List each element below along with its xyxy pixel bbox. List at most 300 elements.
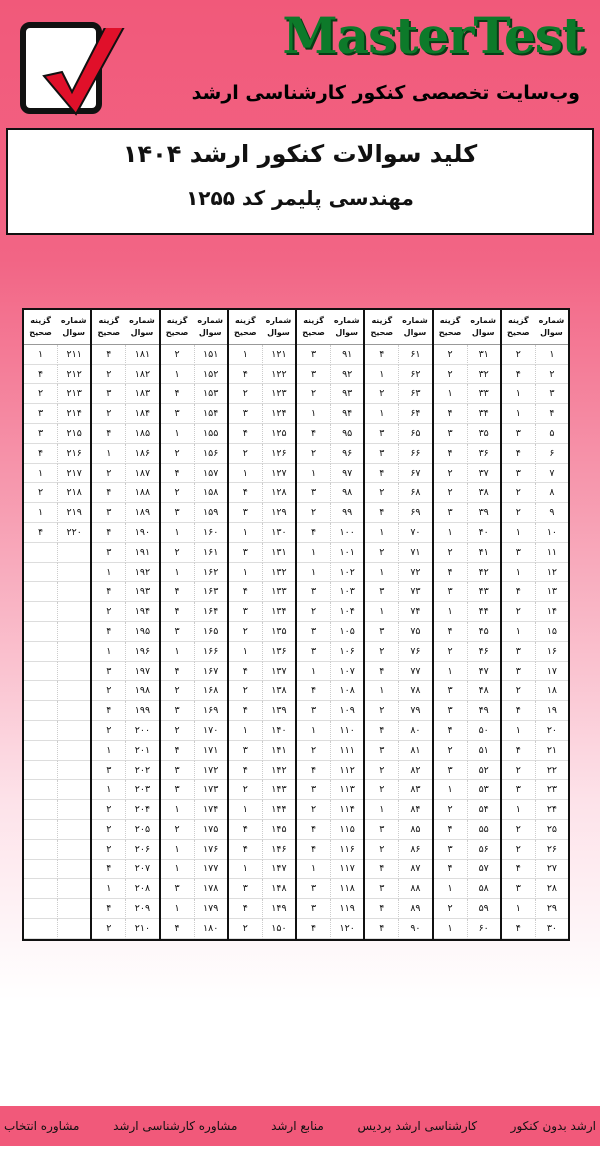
answer-cell: ۴ [365, 860, 398, 880]
answer-cell: ۴ [161, 602, 194, 622]
answer-cell: ۱ [365, 404, 398, 424]
question-number-cell: ۱۳۵ [262, 622, 295, 642]
question-number-cell: ۱۶۴ [194, 602, 227, 622]
question-number-cell: ۵۷ [467, 860, 500, 880]
brand-title: MasterTest [282, 6, 584, 65]
question-number-cell: ۶ [535, 444, 568, 464]
answer-cell [24, 761, 57, 781]
question-number-cell: ۱۳۷ [262, 662, 295, 682]
answer-cell: ۱ [502, 384, 535, 404]
answer-cell: ۱ [297, 662, 330, 682]
answer-cell: ۲ [365, 384, 398, 404]
answer-cell: ۱ [229, 563, 262, 583]
question-number-cell: ۱۵۸ [194, 483, 227, 503]
question-number-cell: ۸۴ [398, 800, 431, 820]
question-number-cell: ۱۶۹ [194, 701, 227, 721]
answer-cell: ۳ [297, 780, 330, 800]
answer-cell [24, 840, 57, 860]
answer-cell: ۲ [434, 483, 467, 503]
question-number-cell: ۶۷ [398, 464, 431, 484]
question-number-cell: ۹۳ [330, 384, 363, 404]
answer-cell: ۳ [365, 820, 398, 840]
answer-cell: ۴ [229, 483, 262, 503]
answer-cell: ۴ [502, 741, 535, 761]
answer-cell: ۳ [297, 582, 330, 602]
answer-cell [24, 899, 57, 919]
question-number-cell: ۱۱ [535, 543, 568, 563]
question-number-cell: ۱۵۱ [194, 345, 227, 365]
question-number-cell: ۵۰ [467, 721, 500, 741]
question-number-cell: ۴۴ [467, 602, 500, 622]
answer-cell [24, 582, 57, 602]
answer-cell: ۴ [161, 384, 194, 404]
question-number-cell: ۱۹۰ [125, 523, 158, 543]
answer-cell: ۲ [92, 919, 125, 939]
question-number-cell: ۷۲ [398, 563, 431, 583]
answer-cell: ۳ [24, 424, 57, 444]
question-number-cell: ۲۱۱ [57, 345, 90, 365]
answer-cell: ۴ [502, 365, 535, 385]
answer-cell: ۳ [502, 662, 535, 682]
answer-cell: ۲ [92, 602, 125, 622]
answer-key-table [22, 308, 570, 941]
answer-cell: ۲ [502, 602, 535, 622]
question-number-cell: ۹۱ [330, 345, 363, 365]
question-number-cell: ۱۵۰ [262, 919, 295, 939]
question-number-cell: ۹۵ [330, 424, 363, 444]
question-number-cell: ۱۸۴ [125, 404, 158, 424]
answer-cell: ۴ [229, 365, 262, 385]
question-number-cell: ۲۷ [535, 860, 568, 880]
question-number-cell: ۲۵ [535, 820, 568, 840]
answer-cell: ۲ [229, 622, 262, 642]
header-correct-option: گزینه صحیح [434, 310, 467, 345]
answer-cell: ۲ [502, 681, 535, 701]
answer-cell: ۴ [502, 701, 535, 721]
question-number-cell: ۴۳ [467, 582, 500, 602]
answer-cell: ۲ [434, 543, 467, 563]
answer-cell: ۳ [161, 879, 194, 899]
answer-cell: ۴ [92, 345, 125, 365]
answer-column [229, 310, 262, 939]
question-number-cell: ۲۱۳ [57, 384, 90, 404]
answer-cell: ۱ [161, 840, 194, 860]
answer-cell: ۳ [502, 464, 535, 484]
question-number-cell: ۱۸۱ [125, 345, 158, 365]
header-question-number: شماره سوال [125, 310, 158, 345]
site-tagline: وب‌سایت تخصصی کنکور کارشناسی ارشد [191, 82, 580, 104]
question-number-cell: ۱۰۷ [330, 662, 363, 682]
question-number-cell [57, 701, 90, 721]
header-correct-option: گزینه صحیح [24, 310, 57, 345]
answer-cell: ۳ [297, 345, 330, 365]
question-number-cell: ۴۶ [467, 642, 500, 662]
header-correct-option: گزینه صحیح [92, 310, 125, 345]
answer-cell: ۲ [229, 384, 262, 404]
question-number-cell: ۶۰ [467, 919, 500, 939]
answer-cell: ۴ [502, 582, 535, 602]
answer-cell: ۴ [92, 899, 125, 919]
question-number-cell: ۱۷۷ [194, 860, 227, 880]
header-question-number: شماره سوال [262, 310, 295, 345]
question-number-cell: ۱۴۸ [262, 879, 295, 899]
answer-cell: ۳ [297, 622, 330, 642]
answer-cell: ۴ [434, 860, 467, 880]
answer-cell: ۴ [502, 444, 535, 464]
question-number-cell: ۴۱ [467, 543, 500, 563]
answer-cell: ۱ [434, 662, 467, 682]
answer-cell: ۲ [24, 384, 57, 404]
answer-cell: ۳ [502, 543, 535, 563]
answer-cell: ۲ [92, 365, 125, 385]
answer-cell: ۴ [297, 761, 330, 781]
answer-cell: ۳ [434, 840, 467, 860]
question-number-cell: ۱ [535, 345, 568, 365]
answer-cell: ۱ [365, 563, 398, 583]
footer-link[interactable]: ارشد بدون کنکور [510, 1119, 596, 1133]
question-number-cell: ۱۲۰ [330, 919, 363, 939]
question-number-cell: ۲۸ [535, 879, 568, 899]
question-number-cell: ۴۸ [467, 681, 500, 701]
answer-cell: ۳ [365, 879, 398, 899]
answer-cell: ۴ [365, 919, 398, 939]
answer-cell: ۲ [365, 483, 398, 503]
answer-cell: ۲ [434, 464, 467, 484]
question-number-cell: ۱۸۷ [125, 464, 158, 484]
answer-cell: ۱ [161, 365, 194, 385]
answer-cell: ۳ [365, 444, 398, 464]
question-number-cell: ۱۷۲ [194, 761, 227, 781]
answer-cell: ۳ [434, 582, 467, 602]
answer-cell: ۱ [161, 523, 194, 543]
question-number-cell: ۱۶۶ [194, 642, 227, 662]
answer-cell: ۱ [502, 721, 535, 741]
answer-cell [24, 721, 57, 741]
question-number-cell: ۵۳ [467, 780, 500, 800]
answer-cell [24, 800, 57, 820]
answer-cell: ۲ [229, 780, 262, 800]
question-number-cell: ۱۱۴ [330, 800, 363, 820]
answer-cell: ۲ [92, 820, 125, 840]
question-number-cell: ۱۸۵ [125, 424, 158, 444]
answer-block [159, 310, 227, 939]
answer-cell: ۲ [297, 444, 330, 464]
question-number-cell: ۹۹ [330, 503, 363, 523]
question-number-cell: ۱۹۱ [125, 543, 158, 563]
answer-cell: ۴ [297, 424, 330, 444]
question-number-cell: ۱۰۴ [330, 602, 363, 622]
question-number-cell: ۱۹۲ [125, 563, 158, 583]
question-number-cell: ۳۰ [535, 919, 568, 939]
answer-cell: ۲ [92, 464, 125, 484]
question-number-cell: ۱۸۲ [125, 365, 158, 385]
question-number-cell: ۶۹ [398, 503, 431, 523]
question-number-cell: ۷۰ [398, 523, 431, 543]
question-number-cell: ۳۸ [467, 483, 500, 503]
question-number-cell: ۱۶۰ [194, 523, 227, 543]
answer-cell: ۴ [297, 840, 330, 860]
question-number-cell: ۳۱ [467, 345, 500, 365]
answer-cell: ۲ [434, 345, 467, 365]
question-number-cell: ۱۵۵ [194, 424, 227, 444]
question-number-cell: ۱۵۷ [194, 464, 227, 484]
answer-cell: ۱ [434, 780, 467, 800]
answer-cell: ۲ [92, 840, 125, 860]
answer-cell: ۱ [92, 642, 125, 662]
page-subtitle: مهندسی پلیمر کد ۱۲۵۵ [186, 186, 414, 210]
question-number-cell: ۸۶ [398, 840, 431, 860]
question-number-cell: ۳۴ [467, 404, 500, 424]
question-number-cell: ۱۶۸ [194, 681, 227, 701]
question-number-cell: ۱۰۲ [330, 563, 363, 583]
question-number-cell: ۲۱۸ [57, 483, 90, 503]
question-number-cell: ۱۸۶ [125, 444, 158, 464]
answer-cell [24, 919, 57, 939]
question-number-cell: ۴۰ [467, 523, 500, 543]
question-number-cell: ۱۰۳ [330, 582, 363, 602]
question-number-cell: ۸۵ [398, 820, 431, 840]
answer-cell: ۴ [502, 919, 535, 939]
answer-cell: ۳ [502, 780, 535, 800]
footer-link[interactable]: مشاوره کارشناسی ارشد [113, 1119, 238, 1133]
answer-block [500, 310, 568, 939]
answer-cell: ۴ [161, 662, 194, 682]
question-column [262, 310, 295, 939]
answer-cell: ۴ [365, 721, 398, 741]
question-number-cell: ۵۵ [467, 820, 500, 840]
answer-cell: ۲ [161, 681, 194, 701]
answer-cell: ۲ [229, 444, 262, 464]
question-number-cell: ۲۰۸ [125, 879, 158, 899]
answer-cell: ۱ [161, 424, 194, 444]
answer-cell: ۳ [297, 701, 330, 721]
answer-cell [24, 662, 57, 682]
answer-cell: ۱ [24, 345, 57, 365]
question-number-cell: ۱۲۴ [262, 404, 295, 424]
question-number-cell [57, 563, 90, 583]
question-number-cell: ۸۱ [398, 741, 431, 761]
header-correct-option: گزینه صحیح [229, 310, 262, 345]
question-number-cell: ۱۶۳ [194, 582, 227, 602]
question-number-cell: ۱۳ [535, 582, 568, 602]
answer-cell: ۴ [297, 919, 330, 939]
answer-cell: ۱ [502, 563, 535, 583]
question-number-cell: ۱۶۵ [194, 622, 227, 642]
question-number-cell: ۵۶ [467, 840, 500, 860]
answer-cell: ۳ [434, 503, 467, 523]
question-number-cell: ۲ [535, 365, 568, 385]
answer-cell: ۱ [24, 503, 57, 523]
question-number-cell: ۲۰ [535, 721, 568, 741]
answer-cell: ۳ [365, 741, 398, 761]
answer-cell: ۱ [92, 563, 125, 583]
question-number-cell: ۱۹۹ [125, 701, 158, 721]
answer-cell: ۲ [297, 800, 330, 820]
question-column [194, 310, 227, 939]
answer-cell: ۱ [502, 404, 535, 424]
question-number-cell: ۸۰ [398, 721, 431, 741]
answer-cell: ۳ [24, 404, 57, 424]
question-number-cell [57, 662, 90, 682]
footer-link[interactable]: مشاوره انتخاب [4, 1119, 80, 1133]
answer-cell: ۲ [502, 345, 535, 365]
question-number-cell: ۱۱۷ [330, 860, 363, 880]
answer-cell: ۴ [229, 820, 262, 840]
question-number-cell: ۲۰۳ [125, 780, 158, 800]
question-number-cell: ۱۲۸ [262, 483, 295, 503]
answer-cell [24, 563, 57, 583]
answer-cell: ۳ [161, 404, 194, 424]
answer-cell: ۱ [502, 800, 535, 820]
question-number-cell: ۱۰۵ [330, 622, 363, 642]
answer-cell: ۳ [161, 701, 194, 721]
question-number-cell: ۱۳۲ [262, 563, 295, 583]
question-number-cell: ۲۰۶ [125, 840, 158, 860]
question-number-cell: ۱۳۴ [262, 602, 295, 622]
question-number-cell: ۵۴ [467, 800, 500, 820]
question-number-cell: ۱۰۹ [330, 701, 363, 721]
question-number-cell: ۴۲ [467, 563, 500, 583]
question-number-cell: ۳۳ [467, 384, 500, 404]
question-number-cell: ۱۶۷ [194, 662, 227, 682]
question-number-cell: ۲۶ [535, 840, 568, 860]
answer-cell: ۱ [24, 464, 57, 484]
question-number-cell: ۱۷ [535, 662, 568, 682]
question-number-cell: ۱۵۲ [194, 365, 227, 385]
answer-cell: ۱ [161, 899, 194, 919]
question-number-cell: ۴ [535, 404, 568, 424]
answer-cell: ۴ [92, 483, 125, 503]
answer-cell: ۲ [297, 602, 330, 622]
header-question-number: شماره سوال [398, 310, 431, 345]
header-correct-option: گزینه صحیح [365, 310, 398, 345]
footer-nav [0, 1106, 600, 1146]
question-number-cell [57, 800, 90, 820]
question-number-cell: ۱۹۷ [125, 662, 158, 682]
question-number-cell: ۱۷۵ [194, 820, 227, 840]
question-number-cell: ۱۳۶ [262, 642, 295, 662]
answer-cell: ۱ [434, 602, 467, 622]
header-correct-option: گزینه صحیح [297, 310, 330, 345]
question-number-cell: ۲۱۵ [57, 424, 90, 444]
question-number-cell: ۱۷۶ [194, 840, 227, 860]
question-number-cell: ۷۷ [398, 662, 431, 682]
answer-column [502, 310, 535, 939]
answer-cell: ۴ [229, 899, 262, 919]
header-question-number: شماره سوال [330, 310, 363, 345]
question-number-cell: ۹۴ [330, 404, 363, 424]
question-number-cell: ۳ [535, 384, 568, 404]
answer-cell: ۴ [229, 662, 262, 682]
answer-column [161, 310, 194, 939]
answer-cell [24, 622, 57, 642]
question-number-cell: ۲۰۵ [125, 820, 158, 840]
answer-cell: ۳ [434, 424, 467, 444]
answer-cell: ۳ [161, 761, 194, 781]
answer-cell [24, 820, 57, 840]
answer-cell: ۱ [161, 642, 194, 662]
question-number-cell: ۷۵ [398, 622, 431, 642]
header-correct-option: گزینه صحیح [502, 310, 535, 345]
answer-cell: ۴ [92, 860, 125, 880]
question-number-cell: ۱۹۸ [125, 681, 158, 701]
answer-cell: ۲ [229, 681, 262, 701]
answer-cell: ۲ [365, 543, 398, 563]
answer-cell: ۲ [434, 365, 467, 385]
question-number-cell: ۳۲ [467, 365, 500, 385]
answer-cell: ۴ [92, 523, 125, 543]
question-number-cell: ۱۴۴ [262, 800, 295, 820]
question-number-cell: ۲۲۰ [57, 523, 90, 543]
question-number-cell: ۹۲ [330, 365, 363, 385]
answer-cell: ۳ [434, 761, 467, 781]
answer-cell: ۱ [161, 800, 194, 820]
question-number-cell: ۱۳۱ [262, 543, 295, 563]
answer-cell: ۴ [502, 860, 535, 880]
question-number-cell: ۲۲ [535, 761, 568, 781]
answer-cell: ۴ [434, 563, 467, 583]
question-number-cell: ۲۰۱ [125, 741, 158, 761]
question-number-cell: ۹۰ [398, 919, 431, 939]
answer-cell: ۱ [297, 404, 330, 424]
question-number-cell: ۱۷۱ [194, 741, 227, 761]
question-number-cell: ۳۶ [467, 444, 500, 464]
answer-cell: ۳ [434, 681, 467, 701]
question-number-cell: ۲۱۲ [57, 365, 90, 385]
question-number-cell: ۸۷ [398, 860, 431, 880]
question-column [535, 310, 568, 939]
answer-cell: ۴ [434, 444, 467, 464]
footer-link[interactable]: کارشناسی ارشد پردیس [357, 1119, 478, 1133]
question-number-cell: ۷۱ [398, 543, 431, 563]
answer-cell: ۱ [92, 879, 125, 899]
question-number-cell: ۱۸ [535, 681, 568, 701]
answer-cell: ۱ [92, 444, 125, 464]
question-number-cell: ۲۱۶ [57, 444, 90, 464]
question-number-cell: ۱۴۷ [262, 860, 295, 880]
answer-cell: ۳ [92, 543, 125, 563]
question-number-cell: ۵ [535, 424, 568, 444]
question-number-cell: ۱۴۹ [262, 899, 295, 919]
question-number-cell: ۲۱۰ [125, 919, 158, 939]
question-number-cell: ۱۹۵ [125, 622, 158, 642]
answer-cell: ۳ [161, 622, 194, 642]
answer-cell: ۲ [297, 384, 330, 404]
answer-cell: ۱ [229, 523, 262, 543]
footer-link[interactable]: منابع ارشد [271, 1119, 324, 1133]
answer-cell: ۴ [24, 365, 57, 385]
question-number-cell: ۹ [535, 503, 568, 523]
answer-cell: ۱ [502, 523, 535, 543]
answer-column [24, 310, 57, 939]
question-number-cell: ۲۰۰ [125, 721, 158, 741]
answer-block [90, 310, 158, 939]
answer-cell [24, 602, 57, 622]
title-card [6, 128, 594, 235]
question-number-cell: ۷۴ [398, 602, 431, 622]
answer-cell: ۴ [24, 444, 57, 464]
answer-cell: ۲ [365, 761, 398, 781]
answer-cell: ۱ [297, 543, 330, 563]
question-number-cell: ۱۷۰ [194, 721, 227, 741]
question-number-cell: ۱۴۲ [262, 761, 295, 781]
question-number-cell [57, 879, 90, 899]
question-number-cell: ۱۷۸ [194, 879, 227, 899]
question-number-cell: ۱۳۰ [262, 523, 295, 543]
answer-cell: ۳ [502, 642, 535, 662]
answer-cell: ۱ [229, 800, 262, 820]
answer-cell: ۴ [24, 523, 57, 543]
